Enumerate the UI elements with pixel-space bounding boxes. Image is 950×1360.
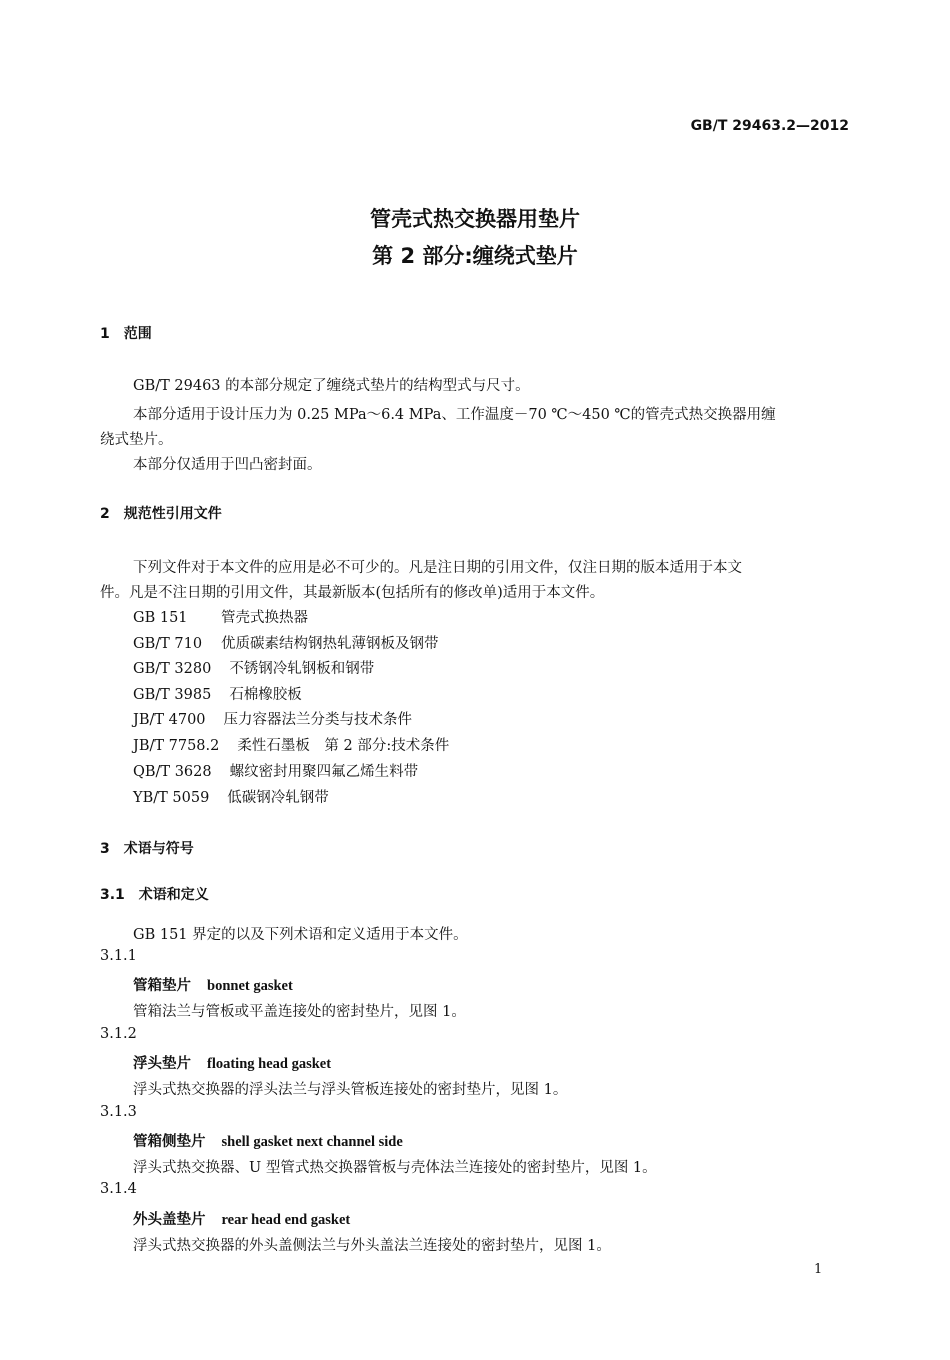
term-number: 3.1.3 [100, 1104, 137, 1120]
standard-number: GB/T 29463.2—2012 [690, 118, 849, 134]
section-1-heading: 1 范围 [100, 326, 152, 342]
reference-title: 管壳式换热器 [221, 610, 308, 626]
term-definition: 浮头式热交换器的外头盖侧法兰与外头盖法兰连接处的密封垫片，见图 1。 [133, 1238, 611, 1254]
reference-code: GB/T 710 [133, 636, 203, 652]
term-en: shell gasket next channel side [221, 1134, 403, 1150]
reference-code: GB/T 3280 [133, 661, 212, 677]
term-definition: 浮头式热交换器、U 型管式热交换器管板与壳体法兰连接处的密封垫片，见图 1。 [133, 1160, 657, 1176]
term-heading [133, 1130, 403, 1151]
term-number: 3.1.2 [100, 1026, 137, 1042]
reference-title: 不锈钢冷轧钢板和钢带 [229, 661, 375, 677]
reference-item [133, 683, 302, 704]
section-1-para-1: GB/T 29463 的本部分规定了缠绕式垫片的结构型式与尺寸。 [133, 378, 530, 394]
section-2-para-1a: 下列文件对于本文件的应用是必不可少的。凡是注日期的引用文件，仅注日期的版本适用于本文 [133, 560, 742, 576]
reference-title: 螺纹密封用聚四氟乙烯生料带 [229, 764, 419, 780]
term-number: 3.1.1 [100, 948, 137, 964]
reference-item [133, 632, 439, 653]
reference-code: GB 151 [133, 610, 188, 626]
reference-item [133, 734, 449, 755]
reference-item [133, 606, 308, 627]
section-1-para-2b: 绕式垫片。 [100, 432, 173, 448]
reference-title: 压力容器法兰分类与技术条件 [223, 712, 413, 728]
document-subtitle: 第 2 部分:缠绕式垫片 [372, 244, 578, 268]
reference-title: 柔性石墨板 第 2 部分:技术条件 [237, 738, 450, 754]
reference-title: 低碳钢冷轧钢带 [227, 790, 329, 806]
term-en: floating head gasket [207, 1056, 332, 1072]
term-definition: 浮头式热交换器的浮头法兰与浮头管板连接处的密封垫片，见图 1。 [133, 1082, 568, 1098]
term-cn: 管箱垫片 [133, 977, 191, 994]
reference-title: 优质碳素结构钢热轧薄钢板及钢带 [221, 636, 439, 652]
document-title: 管壳式热交换器用垫片 [370, 207, 580, 231]
reference-title: 石棉橡胶板 [229, 687, 302, 703]
term-heading [133, 1208, 350, 1229]
section-3-1-intro: GB 151 界定的以及下列术语和定义适用于本文件。 [133, 927, 468, 943]
term-heading [133, 1052, 331, 1073]
term-cn: 外头盖垫片 [133, 1211, 206, 1228]
reference-code: QB/T 3628 [133, 764, 212, 780]
section-3-1-heading: 3.1 术语和定义 [100, 887, 209, 903]
term-en: bonnet gasket [207, 978, 293, 994]
term-en: rear head end gasket [221, 1212, 351, 1228]
reference-code: GB/T 3985 [133, 687, 212, 703]
reference-code: JB/T 4700 [133, 712, 206, 728]
reference-code: JB/T 7758.2 [133, 738, 220, 754]
reference-item [133, 760, 418, 781]
section-2-heading: 2 规范性引用文件 [100, 506, 222, 522]
term-heading [133, 974, 293, 995]
section-1-para-2a: 本部分适用于设计压力为 0.25 MPa～6.4 MPa、工作温度－70 ℃～450 ℃的管壳式热交换器用缠 [133, 407, 776, 423]
reference-code: YB/T 5059 [133, 790, 210, 806]
reference-item [133, 708, 412, 729]
section-2-para-1b: 件。凡是不注日期的引用文件，其最新版本(包括所有的修改单)适用于本文件。 [100, 585, 605, 601]
page-number: 1 [814, 1262, 823, 1277]
reference-item [133, 657, 374, 678]
term-number: 3.1.4 [100, 1181, 137, 1197]
term-definition: 管箱法兰与管板或平盖连接处的密封垫片，见图 1。 [133, 1004, 466, 1020]
reference-item [133, 786, 329, 807]
term-cn: 浮头垫片 [133, 1055, 191, 1072]
section-1-para-3: 本部分仅适用于凹凸密封面。 [133, 457, 322, 473]
term-cn: 管箱侧垫片 [133, 1133, 206, 1150]
section-3-heading: 3 术语与符号 [100, 841, 194, 857]
